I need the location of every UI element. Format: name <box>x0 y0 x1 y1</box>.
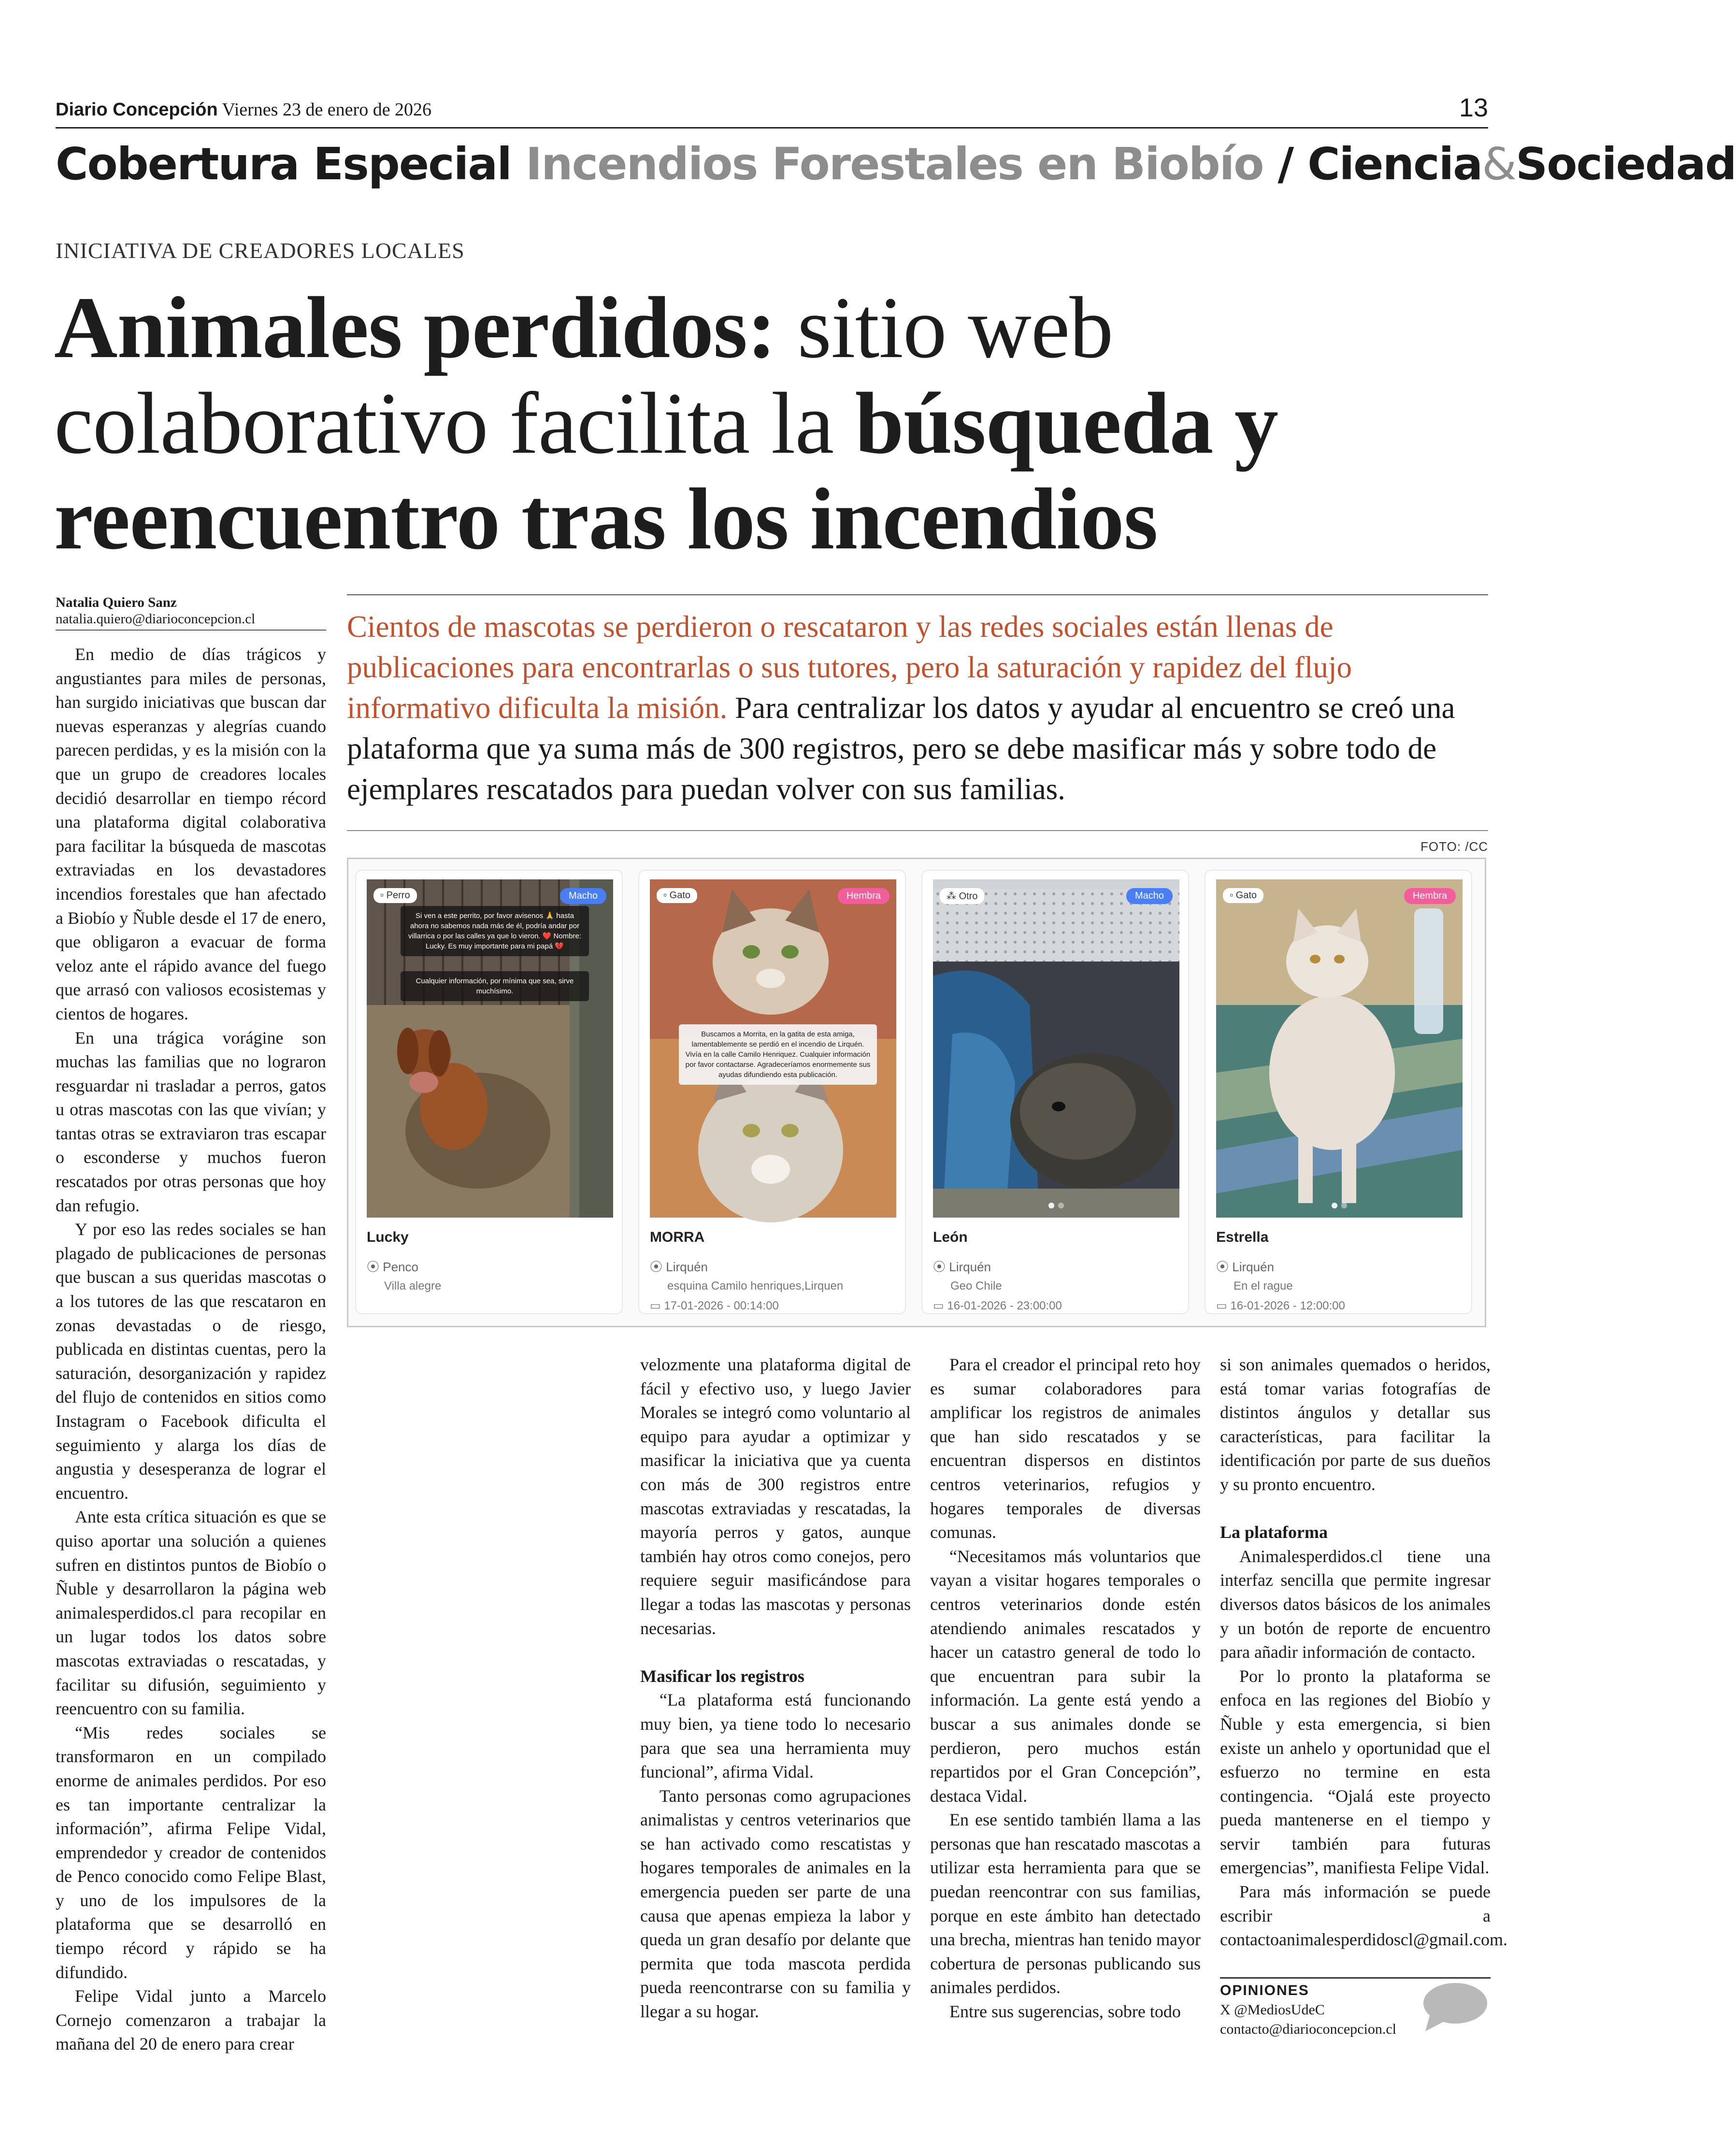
pet-date: ▭ 16-01-2026 - 23:00:00 <box>933 1299 1062 1312</box>
opinion-handle[interactable]: X @MediosUdeC <box>1220 2002 1325 2018</box>
section-category-a: Ciencia <box>1307 138 1482 190</box>
location-pin-icon: ⦿ <box>367 1260 380 1274</box>
pet-sex-badge: Macho <box>1126 888 1173 904</box>
pet-photo-rabbit <box>933 879 1179 1218</box>
pet-card-leon[interactable] <box>921 870 1189 1314</box>
section-ampersand: & <box>1482 138 1516 190</box>
photo-overlay-text: Si ven a este perrito, por favor avisenos 🙏 hasta ahora no sabemos nada más de él, podría andar por villarrica o por las calles ya que lo vieron. ❤️ Nombre: Lucky. Es muy importante para mi papá 💔 <box>401 906 589 956</box>
opinion-title: OPINIONES <box>1220 1982 1309 1998</box>
headline-bold-2: búsqueda y reencuentro tras los incendios <box>54 375 1278 568</box>
author-name: Natalia Quiero Sanz <box>56 595 177 610</box>
opinion-rule <box>1220 1977 1491 1979</box>
pet-city: ⦿ Lirquén <box>650 1260 708 1274</box>
paragraph: Animalesperdidos.cl tiene una interfaz sencilla que permite ingresar diversos datos básicos de los animales y un botón de reporte de encuentro para añadir información de contacto. <box>1220 1546 1491 1662</box>
pet-city: ⦿ Lirquén <box>933 1260 991 1274</box>
photo-overlay-text: Buscamos a Morrita, en la gatita de esta amiga, lamentablemente se perdió en el incendio de Lirquén. Vivía en la calle Camilo Henriquez. Cualquier información por favor contactarse. Agradeceríamos enormemente sus ayudas difundiendo esta publicación. <box>679 1024 877 1085</box>
pet-name: Estrella <box>1216 1229 1269 1245</box>
pet-card-estrella[interactable] <box>1205 870 1472 1314</box>
location-pin-icon: ⦿ <box>933 1260 946 1274</box>
pet-name: León <box>933 1229 968 1245</box>
section-main: Cobertura Especial <box>56 138 511 190</box>
paper-name: Diario Concepción <box>56 100 218 120</box>
paragraph: Y por eso las redes sociales se han plagado de publicaciones de personas que buscan a sus queridas mascotas o a los tutores de las que rescataron en zonas devastadas o de riesgo, publicada en distintas cuentas, pero la saturación, desorganización y rapidez del flujo de contenidos en sitios como Instagram o Facebook dificulta el seguimiento y alarga los días de angustia y desesperanza de lograr el encuentro. <box>56 1220 326 1503</box>
website-screenshot <box>347 858 1486 1327</box>
paragraph: velozmente una plataforma digital de fácil y efectivo uso, y luego Javier Morales se integró como voluntario al equipo para ayudar a optimizar y masificar la iniciativa que ya cuenta con más de 300 registros entre mascotas extraviadas y rescatadas, la mayoría perros y gatos, aunque también hay otros como conejos, pero requiere seguir masificándose para llegar a todas las mascotas y personas necesarias. <box>640 1355 911 1638</box>
byline-rule <box>56 630 326 631</box>
pet-place: esquina Camilo henriques,Lirquen <box>667 1279 844 1293</box>
body-column-3 <box>930 1353 1201 2024</box>
article-headline <box>54 280 1479 567</box>
body-column-2 <box>640 1353 911 2024</box>
section-topic: Incendios Forestales en Biobío <box>525 138 1263 190</box>
paragraph: En una trágica vorágine son muchas las familias que no lograron resguardar ni trasladar a perros, gatos u otras mascotas con las que vivían; y tantas otras se extraviaron tras escapar o esconderse y muchos fueron rescatados por otras personas que hoy dan refugio. <box>56 1028 326 1215</box>
pet-card-morra[interactable] <box>638 870 906 1314</box>
speech-bubble-icon <box>1420 1980 1488 2036</box>
pet-sex-badge: Hembra <box>838 888 890 904</box>
paragraph: Felipe Vidal junto a Marcelo Cornejo comenzaron a trabajar la mañana del 20 de enero para crear <box>56 1986 326 2054</box>
paragraph: “Necesitamos más voluntarios que vayan a visitar hogares temporales o centros veterinarios donde estén atendiendo animales rescatados y hacer un catastro general de todo lo que encuentran para subir la información. La gente está yendo a buscar a sus animales donde se perdieron, pero muchos están repartidos por el Gran Concepción”, destaca Vidal. <box>930 1546 1201 1806</box>
issue-date: Viernes 23 de enero de 2026 <box>222 100 432 120</box>
paragraph: Entre sus sugerencias, sobre todo <box>949 2002 1181 2022</box>
paragraph: Tanto personas como agrupaciones animalistas y centros veterinarios que se han activado como rescatistas y hogares temporales de animales en la emergencia pueden ser parte de una causa que apenas empieza la labor y queda un gran desafío por delante que permita que toda mascota perdida pueda reencontrarse con su familia y llegar a su hogar. <box>640 1786 911 2022</box>
pet-sex-badge: Hembra <box>1404 888 1456 904</box>
section-category-b: Sociedad <box>1515 138 1736 190</box>
paragraph: si son animales quemados o heridos, está tomar varias fotografías de distintos ángulos y detallar sus características, para facilitar la identificación por parte de sus dueños y su pronto encuentro. <box>1220 1355 1491 1494</box>
paragraph: En medio de días trágicos y angustiantes para miles de personas, han surgido iniciativas que buscan dar nuevas esperanzas y alegrías cuando parecen perdidas, y es la misión con la que un grupo de creadores locales decidió desarrollar en tiempo récord una plataforma digital colaborativa para facilitar la búsqueda de mascotas extraviadas en los devastadores incendios forestales que han afectado a Biobío y Ñuble desde el 17 de enero, que obligaron a evacuar de forma veloz ante el rápido avance del fuego que arrasó con valiosos ecosistemas y cientos de hogares. <box>56 645 326 1023</box>
header-rule <box>56 127 1488 129</box>
headline-regular: sitio web colaborativo facilita la <box>54 279 1113 472</box>
carousel-dots[interactable] <box>1047 1202 1066 1211</box>
pet-place: Geo Chile <box>950 1279 1002 1293</box>
pet-date: ▭ 17-01-2026 - 00:14:00 <box>650 1299 779 1312</box>
pet-name: Lucky <box>367 1229 409 1245</box>
pet-type-badge: ⁂ Otro <box>940 888 984 904</box>
opinion-box <box>1220 1981 1396 2039</box>
opinion-email[interactable]: contacto@diarioconcepcion.cl <box>1220 2021 1396 2037</box>
pet-photo-dog <box>367 879 613 1218</box>
paragraph: Para el creador el principal reto hoy es sumar colaboradores para amplificar los registros de animales que han sido rescatados y se encuentran dispersos en distintos centros veterinarios, refugios y hogares temporales de diversas comunas. <box>930 1355 1201 1542</box>
author-email: natalia.quiero@diarioconcepcion.cl <box>56 611 256 627</box>
paragraph: Ante esta crítica situación es que se quiso aportar una solución a quienes sufren en distintos puntos de Biobío o Ñuble y desarrollaron la página web animalesperdidos.cl para recopilar en un lugar todos los datos sobre mascotas extraviadas o rescatadas, y facilitar su difusión, seguimiento y reencuentro con su familia. <box>56 1507 326 1719</box>
pet-type-badge: ▫ Gato <box>657 888 697 903</box>
paw-icon: ⁂ <box>947 891 956 902</box>
location-pin-icon: ⦿ <box>1216 1260 1229 1274</box>
pet-date: ▭ 16-01-2026 - 12:00:00 <box>1216 1299 1345 1312</box>
lead-rule-top <box>347 594 1488 595</box>
paragraph: “La plataforma está funcionando muy bien, ya tiene todo lo necesario para que sea una herramienta muy funcional”, afirma Vidal. <box>640 1690 911 1782</box>
article-kicker: INICIATIVA DE CREADORES LOCALES <box>56 238 465 263</box>
paragraph: “Mis redes sociales se transformaron en un compilado enorme de animales perdidos. Por eso es tan importante centralizar la información”, afirma Felipe Vidal, emprendedor y creador de contenidos de Penco conocido como Felipe Blast, y uno de los impulsores de la plataforma que se desarrolló en tiempo récord y rápido se ha difundido. <box>56 1723 326 1982</box>
pet-place: Villa alegre <box>384 1279 442 1293</box>
pet-city: ⦿ Penco <box>367 1260 418 1274</box>
pet-name: MORRA <box>650 1229 705 1245</box>
carousel-dots[interactable] <box>1330 1202 1349 1211</box>
location-pin-icon: ⦿ <box>650 1260 663 1274</box>
subheading: Masificar los registros <box>640 1666 804 1686</box>
article-lead <box>347 606 1488 809</box>
pet-sex-badge: Macho <box>560 888 606 904</box>
photo-credit: FOTO: /CC <box>1420 839 1488 854</box>
body-column-1 <box>56 643 326 2056</box>
paragraph: Para más información se puede escribir a contactoanimalesperdidoscl@gmail.com. <box>1220 1882 1507 1950</box>
section-banner <box>56 138 1736 190</box>
photo-overlay-text-2: Cualquier información, por mínima que sea, sirve muchísimo. <box>401 971 589 1001</box>
pet-photo-cat <box>650 879 896 1218</box>
body-column-4 <box>1220 1353 1507 1952</box>
masthead <box>56 99 431 120</box>
calendar-icon: ▭ <box>650 1299 661 1312</box>
lead-rule-bottom <box>347 830 1488 831</box>
paragraph: Por lo pronto la plataforma se enfoca en las regiones del Biobío y Ñuble y esta emergencia, si bien existe un anhelo y oportunidad que el esfuerzo no termine en esta contingencia. “Ojalá este proyecto pueda mantenerse en el tiempo y servir también para futuras emergencias”, manifiesta Felipe Vidal. <box>1220 1666 1491 1878</box>
pet-photo-cat-2 <box>1216 879 1463 1218</box>
pet-card-lucky[interactable] <box>355 870 623 1314</box>
headline-bold-1: Animales perdidos: <box>54 279 776 376</box>
lead-highlight: Cientos de mascotas se perdieron o rescataron y las redes sociales están llenas de publicaciones para encontrarlas o sus tutores, pero la saturación y rapidez del flujo informativo dificulta la misión. <box>347 610 1352 725</box>
paragraph: En ese sentido también llama a las personas que han rescatado mascotas a utilizar esta herramienta para que se puedan reencontrar con sus familias, porque en este ámbito han detectado una brecha, mientras han tenido mayor cobertura de personas publicando sus animales perdidos. <box>930 1810 1201 1997</box>
calendar-icon: ▭ <box>933 1299 944 1312</box>
pet-type-badge: ▫ Perro <box>373 888 417 903</box>
lead-text: Para centralizar los datos y ayudar al encuentro se creó una plataforma que ya suma más de 300 registros, pero se debe masificar más y sobre todo de ejemplares rescatados para puedan volver con sus familias. <box>347 691 1455 806</box>
pet-place: En el rague <box>1234 1279 1293 1293</box>
pet-city: ⦿ Lirquén <box>1216 1260 1274 1274</box>
section-slash: / <box>1277 138 1293 190</box>
byline <box>56 594 255 627</box>
page-number: 13 <box>1459 93 1488 122</box>
pet-type-badge: ▫ Gato <box>1223 888 1263 903</box>
calendar-icon: ▭ <box>1216 1299 1227 1312</box>
subheading: La plataforma <box>1220 1522 1328 1542</box>
